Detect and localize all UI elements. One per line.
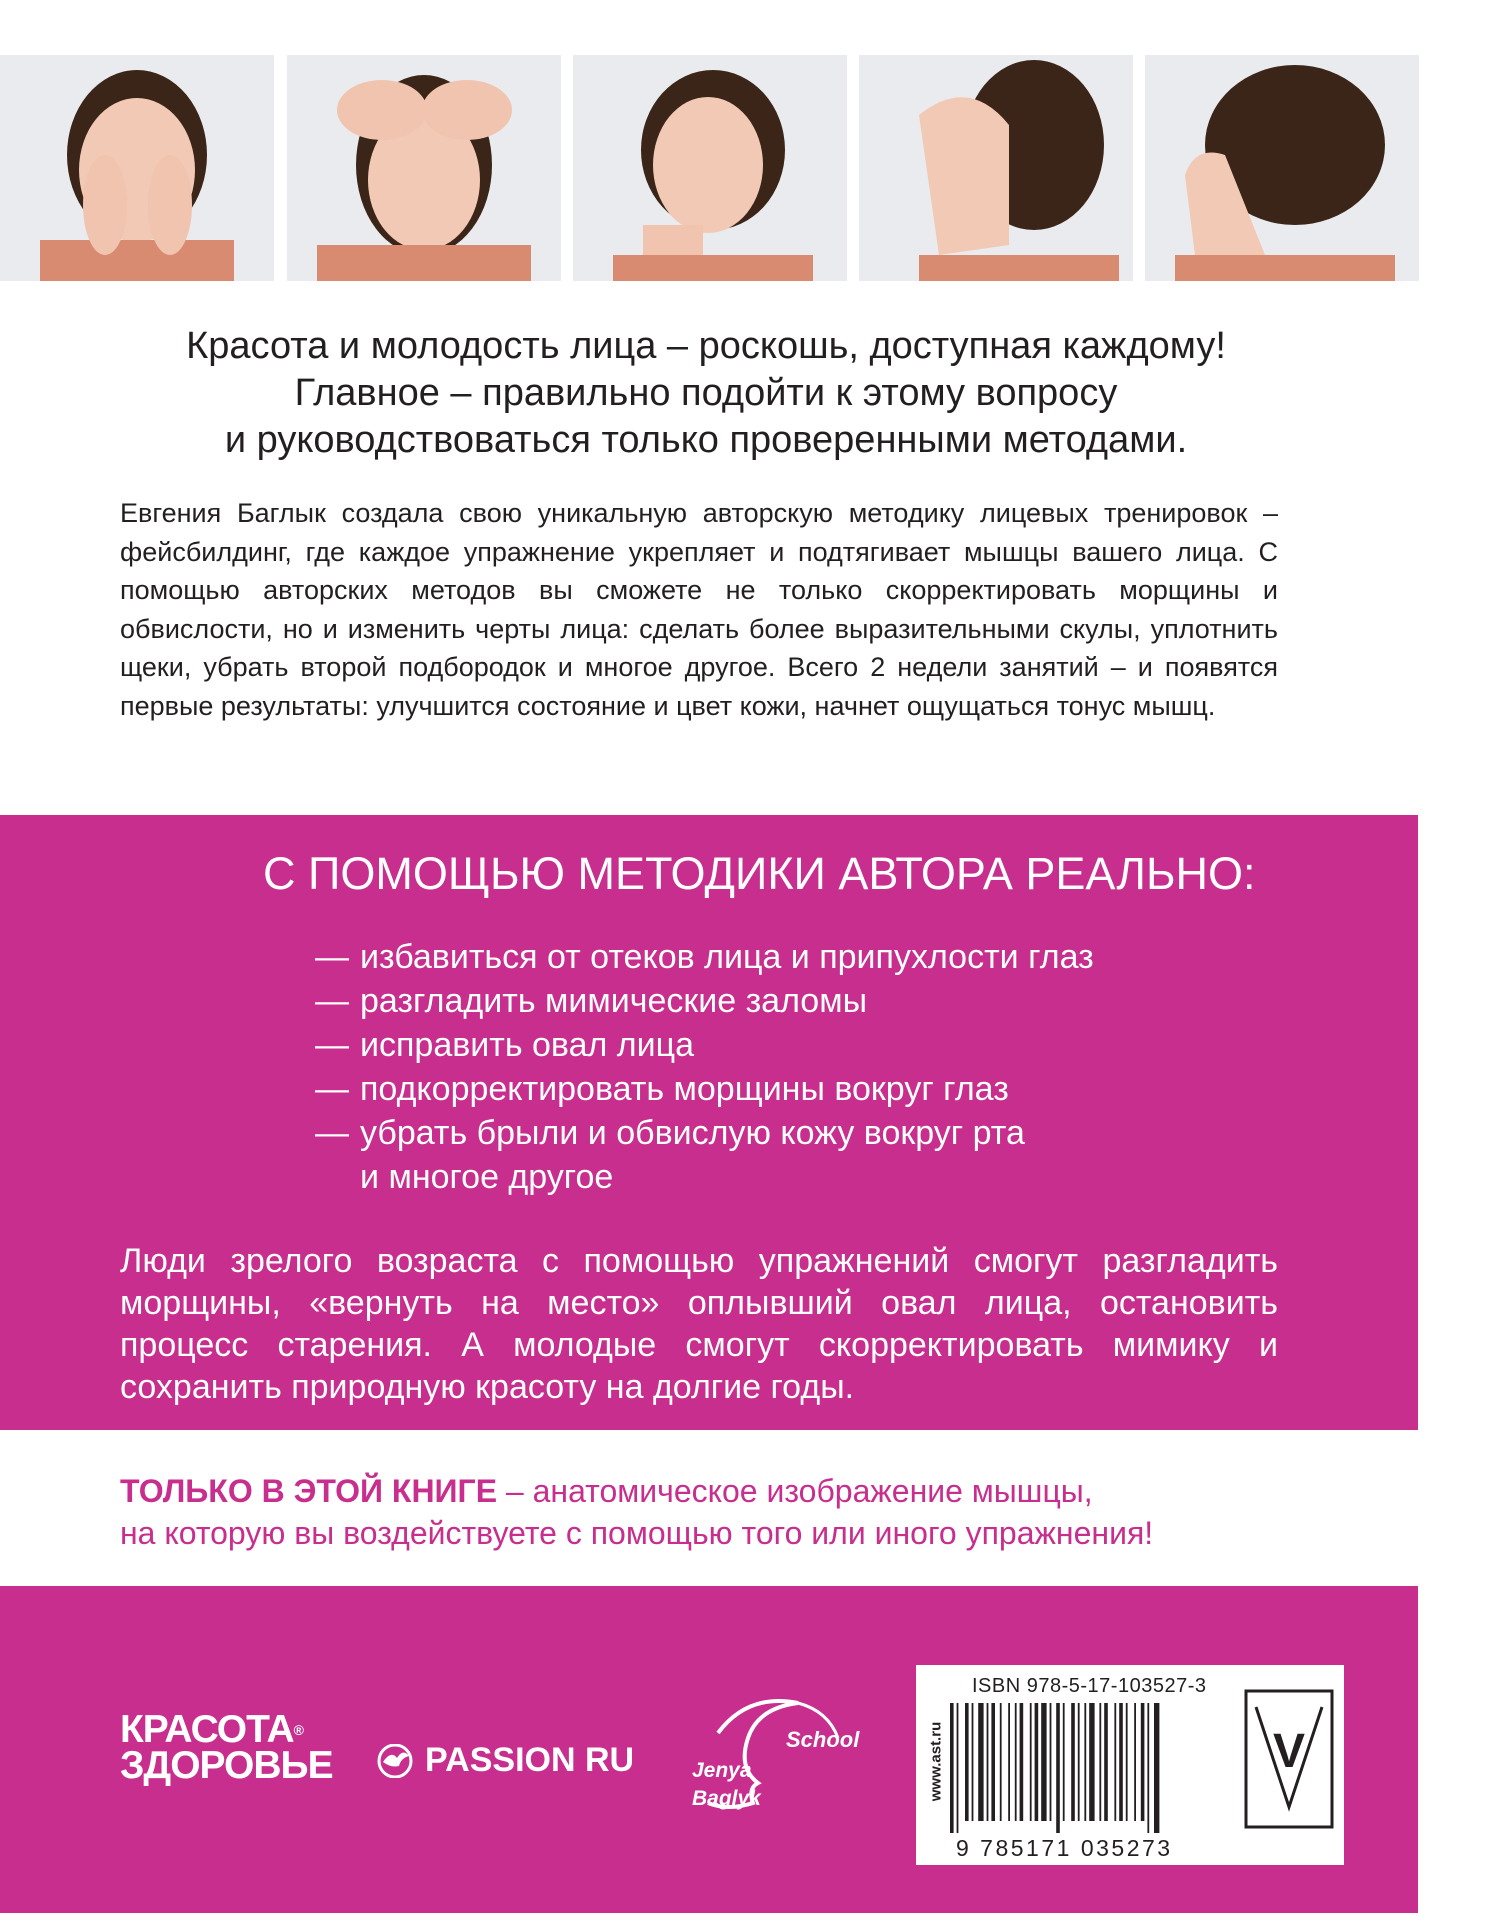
jb-name-last: Baglyk xyxy=(692,1787,761,1810)
ean-digits: 9 785171 035273 xyxy=(956,1835,1173,1861)
barcode-bar xyxy=(1134,1703,1136,1821)
list-item-text: исправить овал лица xyxy=(360,1026,695,1064)
band-paragraph: Люди зрелого возраста с помощью упражнений смогут разгладить морщины, «вернуть на место» оплывший овал лица, остановить процесс старения. А молодые смогут скорректировать мимику и сохранить природную красоту на долгие годы. xyxy=(120,1242,1278,1406)
krasota-zdorovye-logo xyxy=(120,1708,333,1787)
tagline xyxy=(120,323,1292,464)
only-line-1-rest: – анатомическое изображение мышцы, xyxy=(497,1473,1093,1509)
barcode-bar xyxy=(1000,1703,1002,1821)
barcode-bar xyxy=(1071,1703,1075,1821)
photo-1 xyxy=(0,55,274,281)
registered-mark: ® xyxy=(293,1722,303,1738)
barcode-bar xyxy=(991,1703,995,1821)
barcode-bar xyxy=(1114,1703,1116,1821)
jenya-baglyk-school-logo xyxy=(678,1693,878,1828)
barcode-bar xyxy=(978,1703,983,1821)
publisher-mark-letter: V xyxy=(1272,1725,1306,1778)
barcode-bar xyxy=(1050,1703,1052,1821)
list-item-text: и многое другое xyxy=(360,1158,614,1196)
list-item-text: избавиться от отеков лица и припухлости глаз xyxy=(360,938,1094,976)
jb-school: School xyxy=(786,1727,860,1752)
list-item xyxy=(315,1155,1094,1199)
barcode-bar xyxy=(957,1703,959,1833)
tagline-line-1: Красота и молодость лица – роскошь, доступная каждому! xyxy=(186,325,1226,367)
list-item xyxy=(315,1111,1094,1155)
barcode-bar xyxy=(1126,1703,1128,1821)
photo-2 xyxy=(287,55,561,281)
list-item xyxy=(315,1067,1094,1111)
photo-5 xyxy=(1145,55,1419,281)
publisher-site: www.ast.ru xyxy=(927,1721,945,1802)
barcode-bar xyxy=(972,1703,974,1821)
intro-paragraph: Евгения Баглык создала свою уникальную авторскую методику лицевых тренировок – фейсбилдинг, где каждое упражнение укрепляет и подтягивает мышцы вашего лица. С помощью авторских методов вы сможете не только скорректировать морщины и обвислости, но и изменить черты лица: сделать более выразительными скулы, уплотнить щеки, убрать второй подбородок и многое другое. Всего 2 недели занятий – и появятся первые результаты: улучшится состояние и цвет кожи, начнет ощущаться тонус мышц. xyxy=(120,498,1278,721)
list-dash: — xyxy=(315,1026,349,1064)
barcode-bar xyxy=(1104,1703,1108,1821)
barcode-bar xyxy=(1154,1703,1159,1833)
photo-4 xyxy=(859,55,1133,281)
only-bold: ТОЛЬКО В ЭТОЙ КНИГЕ xyxy=(120,1473,498,1509)
photo-3 xyxy=(573,55,847,281)
benefits-list xyxy=(315,935,1094,1199)
list-dash: — xyxy=(315,938,349,976)
barcode-bar xyxy=(950,1703,954,1833)
barcode-bar xyxy=(1078,1703,1080,1821)
list-dash: — xyxy=(315,1070,349,1108)
jb-name-first: Jenya xyxy=(692,1759,752,1782)
barcode-bar xyxy=(1119,1703,1123,1821)
list-dash: — xyxy=(315,982,349,1020)
isbn-text: ISBN 978-5-17-103527-3 xyxy=(972,1675,1207,1697)
list-item-text: разгладить мимические заломы xyxy=(360,982,868,1020)
barcode-bar xyxy=(1056,1703,1060,1833)
barcode-bar xyxy=(1015,1703,1017,1821)
tagline-line-3: и руководствоваться только проверенными методами. xyxy=(224,419,1188,461)
list-dash: — xyxy=(315,1114,349,1152)
only-line-2: на которую вы воздействуете с помощью того или иного упражнения! xyxy=(120,1515,1154,1551)
barcode-bar xyxy=(1089,1703,1094,1821)
krasota-logo-line2: ЗДОРОВЬЕ xyxy=(120,1744,333,1787)
barcode-bar xyxy=(1099,1703,1101,1821)
barcode-bar xyxy=(1041,1703,1046,1821)
list-item xyxy=(315,979,1094,1023)
list-item xyxy=(315,1023,1094,1067)
barcode-graphic xyxy=(946,1703,1236,1833)
only-in-book-note xyxy=(120,1470,1370,1554)
barcode-bar xyxy=(1141,1703,1145,1821)
barcode-panel xyxy=(916,1665,1344,1865)
publisher-v-logo xyxy=(1244,1689,1334,1829)
barcode-bar xyxy=(1063,1703,1065,1821)
list-item xyxy=(315,935,1094,979)
benefits-title: С ПОМОЩЬЮ МЕТОДИКИ АВТОРА РЕАЛЬНО: xyxy=(263,848,1256,899)
barcode-bar xyxy=(1084,1703,1086,1821)
bird-icon xyxy=(375,1744,415,1778)
passion-ru-text: PASSION RU xyxy=(425,1741,635,1779)
krasota-word: КРАСОТА xyxy=(120,1708,294,1751)
krasota-logo-line1 xyxy=(120,1708,333,1751)
barcode-bar xyxy=(1147,1703,1149,1833)
barcode-bar xyxy=(965,1703,969,1821)
list-item-text: убрать брыли и обвислую кожу вокруг рта xyxy=(360,1114,1025,1152)
barcode-bar xyxy=(1020,1703,1024,1821)
barcode-bar xyxy=(1035,1703,1039,1821)
barcode-bar xyxy=(1008,1703,1010,1821)
list-item-text: подкорректировать морщины вокруг глаз xyxy=(360,1070,1009,1108)
passion-ru-logo xyxy=(375,1741,634,1780)
only-line-1 xyxy=(120,1470,1370,1512)
tagline-line-2: Главное – правильно подойти к этому вопросу xyxy=(294,372,1118,414)
barcode-bar xyxy=(987,1703,989,1821)
barcode-bar xyxy=(1030,1703,1032,1821)
